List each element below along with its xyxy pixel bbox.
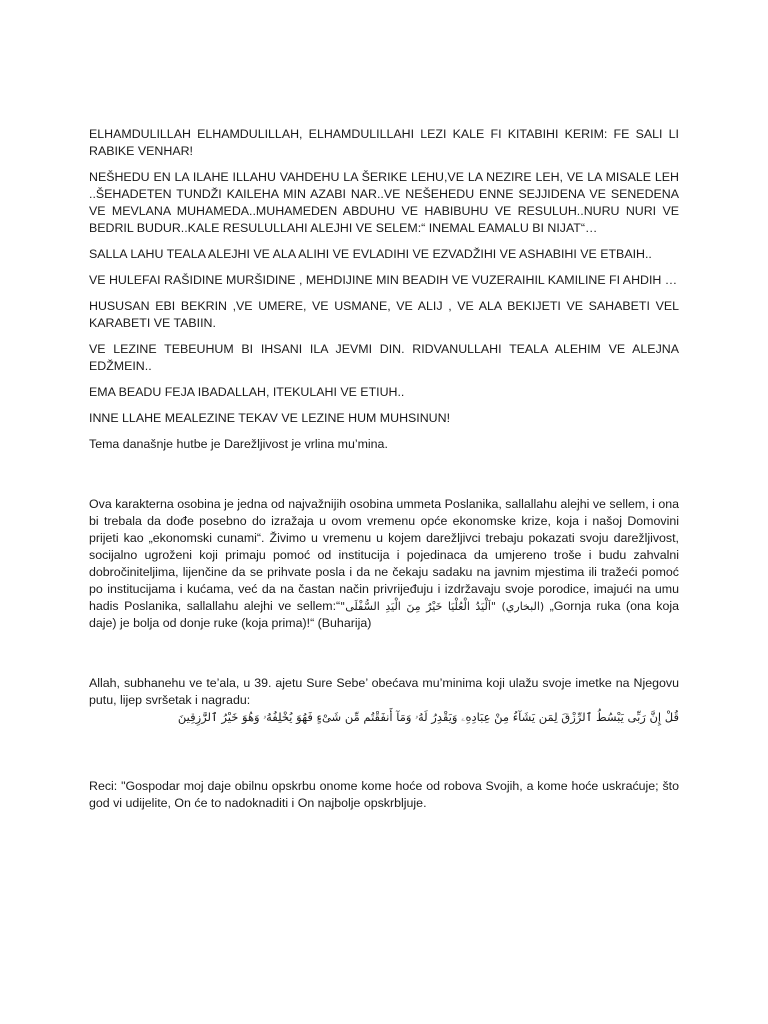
hadith-arabic: (البخاري) "اَلْيَدُ الْعُلْيَا خَيْرٌ مِنَ الْيَدِ السُّفْلَى" [340, 600, 545, 613]
paragraph-hamd: ELHAMDULILLAH ELHAMDULILLAH, ELHAMDULILLAHI LEZI KALE FI KITABIHI KERIM: FE SALI LI RABIKE VENHAR! [89, 127, 679, 158]
paragraph-translation: Reci: "Gospodar moj daje obilnu opskrbu onome kome hoće od robova Svojih, a kome hoće uskraćuje; što god vi udijelite, On će to nadoknaditi i On najbolje opskrbljuje. [89, 779, 679, 810]
paragraph-generosity-text: Ova karakterna osobina je jedna od najvažnijih osobina ummeta Poslanika, sallallahu alejhi ve sellem, i ona bi trebala da dođe posebno do izražaja u ovom vremenu opće ekonomske krize, koja i našoj Domovini prijeti kao „ekonomski cunami“. Živimo u vremenu u kojem darežljivci trebaju pokazati svoju darežljivost, socijalno ugroženi koji primaju pomoć od institucija i pojedinaca da umjereno troše i budu zahvalni dobročiniteljima, lijenčine da se prihvate posla i da ne čekaju sadaku na javnim mjestima ili tražeći pomoć po institucijama i kućama, već da na častan način privrijeđuju i izdržavaju svoje porodice, imajući na umu hadis Poslanika, sallallahu alejhi ve sellem:“ [89, 497, 679, 613]
paragraph-ayat-intro: Allah, subhanehu ve te’ala, u 39. ajetu Sure Sebe’ obećava mu’minima koji ulažu svoje imetke na Njegovu putu, lijep svršetak i nagradu: [89, 676, 679, 707]
hadith-translation: „Gornja ruka (ona koja daje) je bolja od donje ruke (koja prima)!“ (Buharija) [89, 599, 679, 630]
paragraph-tabiin: VE LEZINE TEBEUHUM BI IHSANI ILA JEVMI DIN. RIDVANULLAHI TEALA ALEHIM VE ALEJNA EDŽMEIN.. [89, 342, 679, 373]
document-page [89, 126, 679, 812]
paragraph-topic: Tema današnje hutbe je Darežljivost je vrlina mu’mina. [89, 437, 388, 451]
paragraph-hulefa: VE HULEFAI RAŠIDINE MURŠIDINE , MEHDIJINE MIN BEADIH VE VUZERAIHIL KAMILINE FI AHDIH … [89, 273, 678, 287]
paragraph-generosity [89, 496, 679, 632]
paragraph-muhsinun: INNE LLAHE MEALEZINE TEKAV VE LEZINE HUM MUHSINUN! [89, 411, 451, 425]
paragraph-salavat: SALLA LAHU TEALA ALEJHI VE ALA ALIHI VE EVLADIHI VE EZVADŽIHI VE ASHABIHI VE ETBAIH.. [89, 247, 652, 261]
ayat-arabic: قُلْ إِنَّ رَبِّى يَبْسُطُ ٱلرِّزْقَ لِمَن يَشَآءُ مِنْ عِبَادِهِۦ وَيَقْدِرُ لَهُۥ وَمَآ أَنفَقْتُم مِّن شَىْءٍ فَهُوَ يُخْلِفُهُۥ وَهُوَ خَيْرُ ٱلرَّٰزِقِينَ [177, 710, 679, 724]
paragraph-ema-beadu: EMA BEADU FEJA IBADALLAH, ITEKULAHI VE ETIUH.. [89, 385, 405, 399]
paragraph-shehadet: NEŠHEDU EN LA ILAHE ILLAHU VAHDEHU LA ŠERIKE LEHU,VE LA NEZIRE LEH, VE LA MISALE LEH ..ŠEHADETEN TUNDŽI KAILEHA MIN AZABI NAR..VE NEŠEHEDU ENNE SEJJIDENA VE SENEDENA VE MEVLANA MUHAMEDA..MUHAMEDEN ABDUHU VE HABIBUHU VE RESULUH..NURU NURI VE BEDRIL BUDUR..KALE RESULULLAHI ALEJHI VE SELEM:“ INEMAL EAMALU BI NIJAT“… [89, 170, 679, 235]
paragraph-ashab: HUSUSAN EBI BEKRIN ,VE UMERE, VE USMANE, VE ALIJ , VE ALA BEKIJETI VE SAHABETI VEL KARABETI VE TABIIN. [89, 299, 679, 330]
